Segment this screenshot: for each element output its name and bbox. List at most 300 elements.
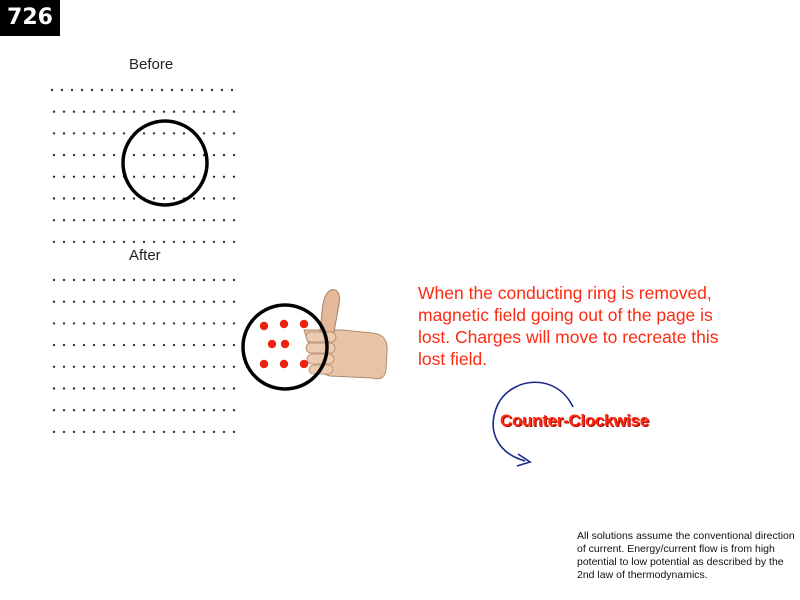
field-dot bbox=[103, 197, 105, 199]
field-dot bbox=[163, 176, 165, 178]
slide-number: 726 bbox=[0, 0, 60, 36]
field-dot bbox=[83, 197, 85, 199]
field-dot bbox=[173, 387, 175, 389]
field-dot bbox=[153, 366, 155, 368]
field-dot bbox=[183, 387, 185, 389]
field-dot bbox=[193, 279, 195, 281]
field-dot bbox=[113, 387, 115, 389]
field-dot bbox=[53, 176, 55, 178]
field-dot bbox=[63, 241, 65, 243]
field-dot bbox=[73, 366, 75, 368]
field-dot bbox=[113, 279, 115, 281]
field-dot bbox=[133, 197, 135, 199]
field-dot bbox=[73, 154, 75, 156]
field-dot bbox=[93, 431, 95, 433]
field-dot bbox=[183, 111, 185, 113]
field-dot bbox=[53, 111, 55, 113]
field-dot bbox=[83, 219, 85, 221]
field-dot bbox=[193, 241, 195, 243]
field-dot bbox=[103, 301, 105, 303]
field-dot bbox=[193, 111, 195, 113]
field-dot bbox=[233, 431, 235, 433]
field-dot bbox=[233, 219, 235, 221]
field-dot bbox=[193, 176, 195, 178]
field-dot bbox=[223, 176, 225, 178]
field-dot bbox=[113, 197, 115, 199]
field-dot bbox=[93, 219, 95, 221]
field-dot bbox=[83, 387, 85, 389]
field-dot bbox=[213, 197, 215, 199]
field-dot bbox=[61, 89, 63, 91]
field-dot bbox=[123, 322, 125, 324]
field-dot bbox=[103, 431, 105, 433]
field-dot bbox=[113, 241, 115, 243]
field-dot bbox=[213, 322, 215, 324]
field-dot bbox=[103, 176, 105, 178]
induced-field-dots bbox=[260, 320, 308, 368]
field-dot bbox=[73, 111, 75, 113]
field-dot bbox=[103, 409, 105, 411]
field-dot bbox=[193, 431, 195, 433]
field-dot bbox=[223, 387, 225, 389]
field-dot bbox=[213, 344, 215, 346]
field-dot bbox=[223, 111, 225, 113]
field-dot bbox=[233, 197, 235, 199]
field-dot bbox=[63, 322, 65, 324]
field-dot bbox=[163, 431, 165, 433]
field-dot bbox=[203, 279, 205, 281]
field-dot bbox=[53, 387, 55, 389]
field-dot bbox=[203, 431, 205, 433]
field-dot bbox=[103, 366, 105, 368]
field-dot bbox=[83, 344, 85, 346]
field-dot bbox=[113, 176, 115, 178]
field-dot bbox=[83, 176, 85, 178]
field-dot bbox=[143, 279, 145, 281]
field-dot bbox=[203, 366, 205, 368]
field-dot bbox=[91, 89, 93, 91]
field-dot bbox=[233, 111, 235, 113]
field-dot bbox=[193, 409, 195, 411]
field-dot bbox=[213, 132, 215, 134]
field-dot bbox=[83, 111, 85, 113]
field-dot bbox=[103, 322, 105, 324]
field-dot bbox=[153, 322, 155, 324]
field-dot bbox=[183, 279, 185, 281]
field-dot bbox=[143, 111, 145, 113]
field-dot bbox=[93, 241, 95, 243]
footnote: All solutions assume the conventional direction of current. Energy/current flow is from high potential to low potential as described by the 2nd law of thermodynamics. bbox=[577, 530, 795, 581]
field-dot bbox=[181, 89, 183, 91]
field-dot bbox=[213, 366, 215, 368]
field-dot bbox=[141, 89, 143, 91]
field-dot bbox=[183, 154, 185, 156]
field-dot bbox=[143, 219, 145, 221]
field-dot bbox=[143, 322, 145, 324]
field-dot bbox=[173, 219, 175, 221]
field-dot bbox=[173, 301, 175, 303]
field-dot bbox=[153, 344, 155, 346]
field-dot bbox=[163, 322, 165, 324]
field-dot bbox=[123, 431, 125, 433]
field-dot bbox=[223, 322, 225, 324]
field-dot bbox=[93, 154, 95, 156]
field-dot bbox=[153, 409, 155, 411]
field-dot bbox=[153, 387, 155, 389]
field-dot bbox=[173, 322, 175, 324]
field-dot bbox=[51, 89, 53, 91]
field-dot bbox=[233, 279, 235, 281]
field-dot bbox=[133, 176, 135, 178]
field-dot bbox=[163, 154, 165, 156]
field-dot bbox=[143, 431, 145, 433]
field-dot bbox=[163, 219, 165, 221]
field-dot bbox=[63, 409, 65, 411]
field-dot bbox=[143, 366, 145, 368]
field-dot bbox=[73, 409, 75, 411]
field-dot bbox=[103, 154, 105, 156]
field-dot bbox=[123, 409, 125, 411]
field-dot bbox=[83, 431, 85, 433]
field-dot bbox=[223, 431, 225, 433]
field-dot bbox=[133, 366, 135, 368]
field-dot bbox=[213, 176, 215, 178]
field-dot bbox=[53, 132, 55, 134]
field-dot bbox=[53, 366, 55, 368]
field-dot bbox=[173, 197, 175, 199]
field-dot bbox=[73, 241, 75, 243]
field-dot bbox=[113, 301, 115, 303]
field-dot bbox=[53, 279, 55, 281]
field-dot bbox=[163, 366, 165, 368]
field-dot bbox=[233, 409, 235, 411]
field-dot bbox=[53, 154, 55, 156]
after-field-dots bbox=[53, 279, 235, 433]
field-dot bbox=[133, 431, 135, 433]
field-dot bbox=[183, 344, 185, 346]
field-dot bbox=[213, 241, 215, 243]
field-dot bbox=[183, 219, 185, 221]
field-dot bbox=[143, 387, 145, 389]
field-dot bbox=[93, 176, 95, 178]
field-dot bbox=[73, 132, 75, 134]
field-dot bbox=[53, 431, 55, 433]
field-dot bbox=[163, 387, 165, 389]
field-dot bbox=[143, 132, 145, 134]
field-dot bbox=[163, 241, 165, 243]
field-dot bbox=[193, 197, 195, 199]
field-dot bbox=[213, 219, 215, 221]
field-dot bbox=[103, 344, 105, 346]
field-dot bbox=[73, 176, 75, 178]
field-dot bbox=[203, 219, 205, 221]
field-dot bbox=[203, 111, 205, 113]
field-dot bbox=[143, 241, 145, 243]
field-dot bbox=[183, 431, 185, 433]
field-dot bbox=[203, 197, 205, 199]
field-dot bbox=[63, 219, 65, 221]
field-dot bbox=[153, 111, 155, 113]
field-dot bbox=[93, 279, 95, 281]
field-dot bbox=[123, 132, 125, 134]
field-dot bbox=[81, 89, 83, 91]
field-dot bbox=[173, 132, 175, 134]
field-dot bbox=[63, 197, 65, 199]
field-dot bbox=[193, 154, 195, 156]
field-dot bbox=[73, 344, 75, 346]
field-dot bbox=[133, 279, 135, 281]
field-dot bbox=[173, 176, 175, 178]
field-dot bbox=[233, 344, 235, 346]
field-dot bbox=[223, 301, 225, 303]
field-dot bbox=[63, 387, 65, 389]
field-dot bbox=[163, 279, 165, 281]
field-dot bbox=[163, 301, 165, 303]
field-dot bbox=[203, 344, 205, 346]
field-dot bbox=[153, 279, 155, 281]
field-dot bbox=[93, 132, 95, 134]
field-dot bbox=[183, 176, 185, 178]
field-dot bbox=[183, 322, 185, 324]
field-dot bbox=[203, 241, 205, 243]
field-dot bbox=[213, 154, 215, 156]
field-dot bbox=[123, 197, 125, 199]
field-dot bbox=[83, 366, 85, 368]
field-dot bbox=[223, 366, 225, 368]
field-dot bbox=[213, 111, 215, 113]
field-dot bbox=[103, 387, 105, 389]
before-label: Before bbox=[129, 56, 174, 73]
field-dot bbox=[83, 301, 85, 303]
field-dot bbox=[233, 366, 235, 368]
field-dot bbox=[173, 366, 175, 368]
field-dot bbox=[233, 154, 235, 156]
field-dot bbox=[93, 366, 95, 368]
field-dot bbox=[153, 176, 155, 178]
field-dot bbox=[233, 132, 235, 134]
field-dot bbox=[143, 301, 145, 303]
field-dot bbox=[163, 409, 165, 411]
field-dot bbox=[113, 344, 115, 346]
field-dot bbox=[183, 132, 185, 134]
field-dot bbox=[223, 197, 225, 199]
field-dot bbox=[193, 344, 195, 346]
field-dot bbox=[153, 301, 155, 303]
field-dot bbox=[173, 409, 175, 411]
field-dot bbox=[223, 219, 225, 221]
field-dot bbox=[183, 241, 185, 243]
field-dot bbox=[113, 431, 115, 433]
field-dot bbox=[93, 387, 95, 389]
field-dot bbox=[83, 241, 85, 243]
field-dot bbox=[223, 279, 225, 281]
field-dot bbox=[151, 89, 153, 91]
field-dot bbox=[113, 366, 115, 368]
field-dot bbox=[203, 409, 205, 411]
field-dot bbox=[93, 111, 95, 113]
field-dot bbox=[153, 241, 155, 243]
field-dot bbox=[153, 197, 155, 199]
field-dot bbox=[173, 154, 175, 156]
field-dot bbox=[93, 409, 95, 411]
field-dot bbox=[113, 154, 115, 156]
field-dot bbox=[133, 322, 135, 324]
field-dot bbox=[233, 176, 235, 178]
field-dot bbox=[101, 89, 103, 91]
field-dot bbox=[83, 409, 85, 411]
field-dot bbox=[193, 387, 195, 389]
field-dot bbox=[111, 89, 113, 91]
thumbs-up-hand-icon bbox=[304, 290, 387, 379]
field-dot bbox=[63, 301, 65, 303]
field-dot bbox=[93, 322, 95, 324]
field-dot bbox=[163, 111, 165, 113]
field-dot bbox=[161, 89, 163, 91]
field-dot bbox=[193, 366, 195, 368]
answer-direction: Counter-Clockwise bbox=[500, 411, 649, 430]
field-dot bbox=[83, 279, 85, 281]
field-dot bbox=[223, 154, 225, 156]
field-dot bbox=[113, 219, 115, 221]
field-dot bbox=[203, 132, 205, 134]
field-dot bbox=[63, 366, 65, 368]
field-dot bbox=[63, 279, 65, 281]
field-dot bbox=[53, 322, 55, 324]
field-dot bbox=[183, 409, 185, 411]
field-dot bbox=[63, 132, 65, 134]
field-dot bbox=[53, 344, 55, 346]
field-dot bbox=[133, 301, 135, 303]
field-dot bbox=[83, 132, 85, 134]
field-dot bbox=[103, 219, 105, 221]
field-dot bbox=[93, 344, 95, 346]
field-dot bbox=[163, 132, 165, 134]
field-dot bbox=[183, 301, 185, 303]
field-dot bbox=[123, 279, 125, 281]
field-dot bbox=[223, 132, 225, 134]
field-dot bbox=[191, 89, 193, 91]
field-dot bbox=[133, 241, 135, 243]
field-dot bbox=[171, 89, 173, 91]
field-dot bbox=[53, 409, 55, 411]
field-dot bbox=[203, 387, 205, 389]
field-dot bbox=[221, 89, 223, 91]
field-dot bbox=[53, 197, 55, 199]
field-dot bbox=[223, 344, 225, 346]
field-dot bbox=[121, 89, 123, 91]
field-dot bbox=[143, 154, 145, 156]
field-dot bbox=[133, 387, 135, 389]
field-dot bbox=[73, 301, 75, 303]
field-dot bbox=[63, 176, 65, 178]
field-dot bbox=[123, 344, 125, 346]
field-dot bbox=[231, 89, 233, 91]
field-dot bbox=[63, 154, 65, 156]
field-dot bbox=[123, 301, 125, 303]
field-dot bbox=[53, 301, 55, 303]
field-dot bbox=[153, 154, 155, 156]
field-dot bbox=[93, 197, 95, 199]
field-dot bbox=[163, 197, 165, 199]
field-dot bbox=[153, 132, 155, 134]
field-dot bbox=[201, 89, 203, 91]
field-dot bbox=[103, 279, 105, 281]
field-dot bbox=[63, 431, 65, 433]
field-dot bbox=[223, 409, 225, 411]
field-dot bbox=[113, 132, 115, 134]
after-label: After bbox=[129, 247, 161, 264]
field-dot bbox=[133, 409, 135, 411]
field-dot bbox=[53, 219, 55, 221]
field-dot bbox=[83, 322, 85, 324]
field-dot bbox=[73, 387, 75, 389]
field-dot bbox=[193, 322, 195, 324]
field-dot bbox=[233, 241, 235, 243]
field-dot bbox=[93, 301, 95, 303]
field-dot bbox=[143, 176, 145, 178]
field-dot bbox=[73, 322, 75, 324]
field-dot bbox=[103, 241, 105, 243]
field-dot bbox=[113, 322, 115, 324]
field-dot bbox=[213, 301, 215, 303]
field-dot bbox=[73, 431, 75, 433]
field-dot bbox=[53, 241, 55, 243]
field-dot bbox=[133, 219, 135, 221]
field-dot bbox=[173, 279, 175, 281]
field-dot bbox=[73, 279, 75, 281]
field-dot bbox=[213, 279, 215, 281]
field-dot bbox=[153, 219, 155, 221]
field-dot bbox=[71, 89, 73, 91]
field-dot bbox=[173, 241, 175, 243]
field-dot bbox=[163, 344, 165, 346]
field-dot bbox=[143, 344, 145, 346]
field-dot bbox=[153, 431, 155, 433]
explanation-text: When the conducting ring is removed, magnetic field going out of the page is lost. Charges will move to recreate this lost field. bbox=[418, 283, 719, 369]
field-dot bbox=[73, 219, 75, 221]
field-dot bbox=[113, 409, 115, 411]
field-dot bbox=[123, 111, 125, 113]
field-dot bbox=[211, 89, 213, 91]
field-dot bbox=[123, 241, 125, 243]
field-dot bbox=[83, 154, 85, 156]
field-dot bbox=[63, 111, 65, 113]
field-dot bbox=[233, 387, 235, 389]
field-dot bbox=[133, 111, 135, 113]
field-dot bbox=[203, 322, 205, 324]
field-dot bbox=[113, 111, 115, 113]
field-dot bbox=[63, 344, 65, 346]
field-dot bbox=[123, 219, 125, 221]
field-dot bbox=[73, 197, 75, 199]
field-dot bbox=[103, 111, 105, 113]
field-dot bbox=[173, 344, 175, 346]
field-dot bbox=[223, 241, 225, 243]
field-dot bbox=[213, 431, 215, 433]
field-dot bbox=[103, 132, 105, 134]
field-dot bbox=[143, 409, 145, 411]
field-dot bbox=[213, 409, 215, 411]
field-dot bbox=[233, 322, 235, 324]
field-dot bbox=[123, 366, 125, 368]
field-dot bbox=[183, 366, 185, 368]
field-dot bbox=[233, 301, 235, 303]
field-dot bbox=[213, 387, 215, 389]
field-dot bbox=[123, 387, 125, 389]
field-dot bbox=[173, 431, 175, 433]
field-dot bbox=[133, 154, 135, 156]
field-dot bbox=[173, 111, 175, 113]
